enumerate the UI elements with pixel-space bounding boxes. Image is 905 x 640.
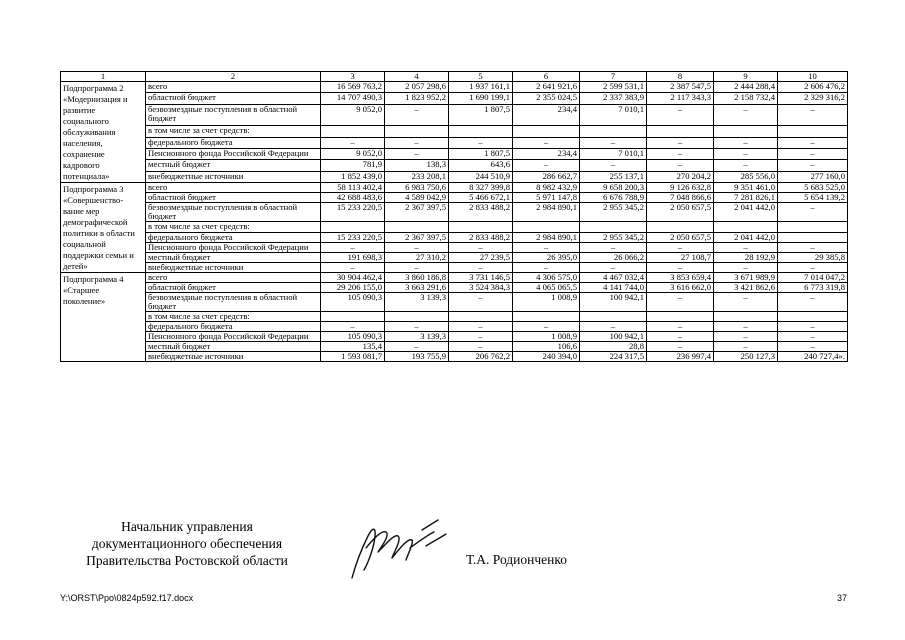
source-label: местный бюджет [146, 342, 321, 352]
amount-cell: 3 663 291,6 [385, 283, 449, 293]
amount-cell: 8 982 432,9 [513, 183, 580, 193]
amount-cell: – [647, 342, 714, 352]
amount-cell: 5 971 147,8 [513, 193, 580, 203]
amount-cell: 233 208,1 [385, 171, 449, 182]
amount-cell: – [513, 262, 580, 272]
amount-cell: – [580, 242, 647, 252]
amount-cell: 3 860 186,8 [385, 273, 449, 283]
amount-cell: 2 599 531,1 [580, 82, 647, 93]
header-cell: 9 [714, 72, 778, 82]
amount-cell: – [385, 262, 449, 272]
table-row [61, 322, 848, 332]
table-row [61, 148, 848, 159]
amount-cell: – [385, 137, 449, 148]
amount-cell: 106,6 [513, 342, 580, 352]
source-label: в том числе за счет средств: [146, 222, 321, 232]
amount-cell: 28,8 [580, 342, 647, 352]
amount-cell: 15 233 220,5 [321, 232, 385, 242]
amount-cell: 138,3 [385, 160, 449, 171]
source-label: федерального бюджета [146, 232, 321, 242]
table-row [61, 232, 848, 242]
amount-cell: 3 139,3 [385, 293, 449, 312]
amount-cell: – [714, 137, 778, 148]
amount-cell: 2 984 890,1 [513, 232, 580, 242]
amount-cell: 3 731 146,5 [449, 273, 513, 283]
amount-cell: 2 367 397,5 [385, 203, 449, 222]
amount-cell: – [449, 262, 513, 272]
amount-cell: 14 707 490,3 [321, 93, 385, 104]
amount-cell [321, 312, 385, 322]
source-label: в том числе за счет средств: [146, 312, 321, 322]
amount-cell: 2 355 024,5 [513, 93, 580, 104]
amount-cell: – [385, 242, 449, 252]
amount-cell: – [647, 332, 714, 342]
position-line: документационного обеспечения [91, 536, 283, 551]
amount-cell: 4 141 744,0 [580, 283, 647, 293]
amount-cell [778, 126, 848, 137]
amount-cell: 5 683 525,0 [778, 183, 848, 193]
amount-cell: 9 052,0 [321, 148, 385, 159]
amount-cell: – [714, 160, 778, 171]
amount-cell: 29 206 155,0 [321, 283, 385, 293]
amount-cell: 3 853 659,4 [647, 273, 714, 283]
amount-cell: – [449, 137, 513, 148]
subprogram-name: Подпрограмма 2 «Модернизация и развитие социального обслуживания населения, сохранение кадрового потенциала» [61, 82, 146, 183]
amount-cell [385, 222, 449, 232]
header-cell: 1 [61, 72, 146, 82]
amount-cell: 4 065 065,5 [513, 283, 580, 293]
amount-cell: 2 050 657,5 [647, 232, 714, 242]
amount-cell: 9 052,0 [321, 104, 385, 126]
amount-cell [647, 312, 714, 322]
header-cell: 6 [513, 72, 580, 82]
amount-cell: 2 833 488,2 [449, 232, 513, 242]
amount-cell: 105 090,3 [321, 332, 385, 342]
source-label: внебюджетные источники [146, 171, 321, 182]
header-cell: 8 [647, 72, 714, 82]
amount-cell: – [714, 332, 778, 342]
amount-cell: – [513, 137, 580, 148]
amount-cell: 2 158 732,4 [714, 93, 778, 104]
amount-cell [449, 222, 513, 232]
amount-cell: 250 127,3 [714, 352, 778, 362]
amount-cell: – [647, 104, 714, 126]
source-label: областной бюджет [146, 193, 321, 203]
source-label: внебюджетные источники [146, 352, 321, 362]
amount-cell: 7 010,1 [580, 148, 647, 159]
footer-file-path: Y:\ORST\Ppo\0824p592.f17.docx [60, 593, 194, 603]
amount-cell: 100 942,1 [580, 332, 647, 342]
amount-cell [513, 222, 580, 232]
amount-cell: – [580, 160, 647, 171]
amount-cell [385, 126, 449, 137]
table-row [61, 183, 848, 193]
table-row [61, 222, 848, 232]
table-row [61, 283, 848, 293]
amount-cell: 191 698,3 [321, 252, 385, 262]
amount-cell: 7 281 826,1 [714, 193, 778, 203]
amount-cell: 1 690 199,1 [449, 93, 513, 104]
header-cell: 3 [321, 72, 385, 82]
amount-cell: – [385, 322, 449, 332]
amount-cell: 781,9 [321, 160, 385, 171]
amount-cell: – [778, 332, 848, 342]
amount-cell: – [778, 160, 848, 171]
amount-cell: – [778, 104, 848, 126]
amount-cell: – [647, 242, 714, 252]
amount-cell: 28 192,9 [714, 252, 778, 262]
amount-cell: – [778, 148, 848, 159]
amount-cell: 3 671 989,9 [714, 273, 778, 283]
source-label: Пенсионного фонда Российской Федерации [146, 332, 321, 342]
amount-cell: – [714, 148, 778, 159]
amount-cell: 2 984 890,1 [513, 203, 580, 222]
amount-cell: 2 641 921,6 [513, 82, 580, 93]
table-header-row [61, 72, 848, 82]
amount-cell: 15 233 220,5 [321, 203, 385, 222]
amount-cell: 2 955 345,2 [580, 232, 647, 242]
source-label: местный бюджет [146, 252, 321, 262]
amount-cell: – [580, 262, 647, 272]
source-label: внебюджетные источники [146, 262, 321, 272]
amount-cell: 2 329 316,2 [778, 93, 848, 104]
amount-cell: 277 160,0 [778, 171, 848, 182]
amount-cell: 8 327 399,8 [449, 183, 513, 193]
source-label: Пенсионного фонда Российской Федерации [146, 242, 321, 252]
amount-cell: 643,6 [449, 160, 513, 171]
amount-cell: 27 108,7 [647, 252, 714, 262]
table-row [61, 104, 848, 126]
amount-cell: – [513, 322, 580, 332]
header-cell: 10 [778, 72, 848, 82]
amount-cell: – [449, 242, 513, 252]
amount-cell: 5 654 139,2 [778, 193, 848, 203]
amount-cell: 2 050 657,5 [647, 203, 714, 222]
table-row [61, 273, 848, 283]
amount-cell: – [647, 160, 714, 171]
amount-cell: – [321, 242, 385, 252]
amount-cell: – [321, 322, 385, 332]
amount-cell: 224 317,5 [580, 352, 647, 362]
amount-cell: 16 569 763,2 [321, 82, 385, 93]
amount-cell: 26 066,2 [580, 252, 647, 262]
source-label: безвозмездные поступления в областной бюджет [146, 203, 321, 222]
amount-cell [449, 126, 513, 137]
source-label: в том числе за счет средств: [146, 126, 321, 137]
amount-cell [580, 312, 647, 322]
amount-cell: – [647, 148, 714, 159]
amount-cell: 234,4 [513, 148, 580, 159]
amount-cell: – [714, 242, 778, 252]
amount-cell: 6 676 788,9 [580, 193, 647, 203]
source-label: федерального бюджета [146, 137, 321, 148]
amount-cell [321, 126, 385, 137]
amount-cell: 4 589 042,9 [385, 193, 449, 203]
amount-cell: 42 688 483,6 [321, 193, 385, 203]
table-row [61, 252, 848, 262]
signer-name: Т.А. Родионченко [466, 552, 567, 567]
table-row [61, 203, 848, 222]
amount-cell: 1 593 081,7 [321, 352, 385, 362]
amount-cell [647, 222, 714, 232]
amount-cell: 206 762,2 [449, 352, 513, 362]
amount-cell: – [714, 104, 778, 126]
amount-cell: 193 755,9 [385, 352, 449, 362]
amount-cell: – [513, 160, 580, 171]
subprogram-name: Подпрограмма 4 «Старшее поколение» [61, 273, 146, 362]
table-row [61, 137, 848, 148]
amount-cell: 2 041 442,0 [714, 232, 778, 242]
amount-cell: 58 113 402,4 [321, 183, 385, 193]
amount-cell: 1 807,5 [449, 104, 513, 126]
amount-cell: 4 306 575,0 [513, 273, 580, 283]
amount-cell: 9 351 461,0 [714, 183, 778, 193]
header-cell: 5 [449, 72, 513, 82]
header-cell: 4 [385, 72, 449, 82]
position-line: Правительства Ростовской области [86, 553, 288, 568]
amount-cell [778, 222, 848, 232]
source-label: Пенсионного фонда Российской Федерации [146, 148, 321, 159]
amount-cell: 2 117 343,3 [647, 93, 714, 104]
amount-cell: 7 014 047,2 [778, 273, 848, 283]
amount-cell: – [513, 242, 580, 252]
amount-cell: – [778, 293, 848, 312]
amount-cell: 2 833 488,2 [449, 203, 513, 222]
amount-cell: 27 239,5 [449, 252, 513, 262]
source-label: всего [146, 273, 321, 283]
amount-cell: – [778, 242, 848, 252]
amount-cell: 6 983 750,6 [385, 183, 449, 193]
source-label: всего [146, 183, 321, 193]
amount-cell: 2 387 547,5 [647, 82, 714, 93]
amount-cell: – [385, 104, 449, 126]
amount-cell: 29 385,8 [778, 252, 848, 262]
amount-cell: 240 394,0 [513, 352, 580, 362]
source-label: местный бюджет [146, 160, 321, 171]
amount-cell: – [647, 293, 714, 312]
amount-cell: – [778, 203, 848, 222]
amount-cell: 2 606 476,2 [778, 82, 848, 93]
amount-cell: 135,4 [321, 342, 385, 352]
amount-cell [513, 312, 580, 322]
amount-cell: 105 090,3 [321, 293, 385, 312]
amount-cell: 5 466 672,1 [449, 193, 513, 203]
table-row [61, 93, 848, 104]
amount-cell: 240 727,4». [778, 352, 848, 362]
amount-cell: 1 937 161,1 [449, 82, 513, 93]
amount-cell: 1 807,5 [449, 148, 513, 159]
amount-cell: – [778, 137, 848, 148]
source-label: безвозмездные поступления в областной бюджет [146, 293, 321, 312]
page-number: 37 [836, 593, 847, 603]
amount-cell: 3 421 862,6 [714, 283, 778, 293]
source-label: федерального бюджета [146, 322, 321, 332]
amount-cell [714, 312, 778, 322]
amount-cell: 3 616 662,0 [647, 283, 714, 293]
table-row [61, 171, 848, 182]
funding-table [60, 71, 848, 362]
source-label: всего [146, 82, 321, 93]
amount-cell: 9 126 632,8 [647, 183, 714, 193]
table-row [61, 332, 848, 342]
amount-cell: – [580, 137, 647, 148]
position-line: Начальник управления [121, 519, 253, 534]
amount-cell: – [580, 322, 647, 332]
table-row [61, 193, 848, 203]
amount-cell [580, 126, 647, 137]
amount-cell: 2 057 298,6 [385, 82, 449, 93]
amount-cell: 1 008,9 [513, 293, 580, 312]
amount-cell: 1 852 439,0 [321, 171, 385, 182]
amount-cell: – [647, 322, 714, 332]
amount-cell: 285 556,0 [714, 171, 778, 182]
header-cell: 2 [146, 72, 321, 82]
table-row [61, 160, 848, 171]
amount-cell: 244 510,9 [449, 171, 513, 182]
amount-cell: – [714, 262, 778, 272]
table-row [61, 312, 848, 322]
amount-cell: 255 137,1 [580, 171, 647, 182]
amount-cell [385, 312, 449, 322]
amount-cell [714, 222, 778, 232]
subprogram-name: Подпрограмма 3 «Совершенство-вание мер демографической политики в области социальной поддержки семьи и детей» [61, 183, 146, 273]
amount-cell [449, 312, 513, 322]
table-row [61, 242, 848, 252]
amount-cell: – [647, 262, 714, 272]
amount-cell: 26 395,0 [513, 252, 580, 262]
table-row [61, 293, 848, 312]
amount-cell [714, 126, 778, 137]
signatory-position [72, 518, 302, 569]
amount-cell: – [449, 322, 513, 332]
amount-cell: – [321, 262, 385, 272]
amount-cell: 234,4 [513, 104, 580, 126]
amount-cell [647, 126, 714, 137]
amount-cell: – [778, 322, 848, 332]
amount-cell: – [714, 293, 778, 312]
amount-cell: – [449, 293, 513, 312]
amount-cell: 270 204,2 [647, 171, 714, 182]
source-label: безвозмездные поступления в областной бюджет [146, 104, 321, 126]
amount-cell: 1 823 952,2 [385, 93, 449, 104]
amount-cell: 9 658 200,3 [580, 183, 647, 193]
amount-cell [513, 126, 580, 137]
amount-cell: 3 139,3 [385, 332, 449, 342]
amount-cell: – [778, 262, 848, 272]
amount-cell: 2 041 442,0 [714, 203, 778, 222]
amount-cell: – [385, 342, 449, 352]
amount-cell: 2 955 345,2 [580, 203, 647, 222]
amount-cell: – [714, 342, 778, 352]
amount-cell: 27 310,2 [385, 252, 449, 262]
source-label: областной бюджет [146, 283, 321, 293]
amount-cell: 2 444 288,4 [714, 82, 778, 93]
amount-cell: 100 942,1 [580, 293, 647, 312]
amount-cell: 7 010,1 [580, 104, 647, 126]
amount-cell [778, 312, 848, 322]
amount-cell: 6 773 319,8 [778, 283, 848, 293]
amount-cell: – [385, 148, 449, 159]
amount-cell: 1 008,9 [513, 332, 580, 342]
amount-cell [321, 222, 385, 232]
amount-cell: – [778, 342, 848, 352]
amount-cell: 2 337 383,9 [580, 93, 647, 104]
table-row [61, 126, 848, 137]
amount-cell: 236 997,4 [647, 352, 714, 362]
amount-cell: 7 048 866,6 [647, 193, 714, 203]
source-label: областной бюджет [146, 93, 321, 104]
table-row [61, 82, 848, 93]
amount-cell: – [321, 137, 385, 148]
header-cell: 7 [580, 72, 647, 82]
amount-cell: 30 904 462,4 [321, 273, 385, 283]
table-row [61, 342, 848, 352]
amount-cell: 3 524 384,3 [449, 283, 513, 293]
amount-cell: – [449, 332, 513, 342]
amount-cell: 2 367 397,5 [385, 232, 449, 242]
amount-cell: – [449, 342, 513, 352]
table-row [61, 262, 848, 272]
amount-cell: 286 662,7 [513, 171, 580, 182]
amount-cell: 4 467 032,4 [580, 273, 647, 283]
table-row [61, 352, 848, 362]
amount-cell: – [714, 322, 778, 332]
handwritten-signature [342, 508, 452, 588]
amount-cell [778, 232, 848, 242]
amount-cell [580, 222, 647, 232]
amount-cell: – [647, 137, 714, 148]
